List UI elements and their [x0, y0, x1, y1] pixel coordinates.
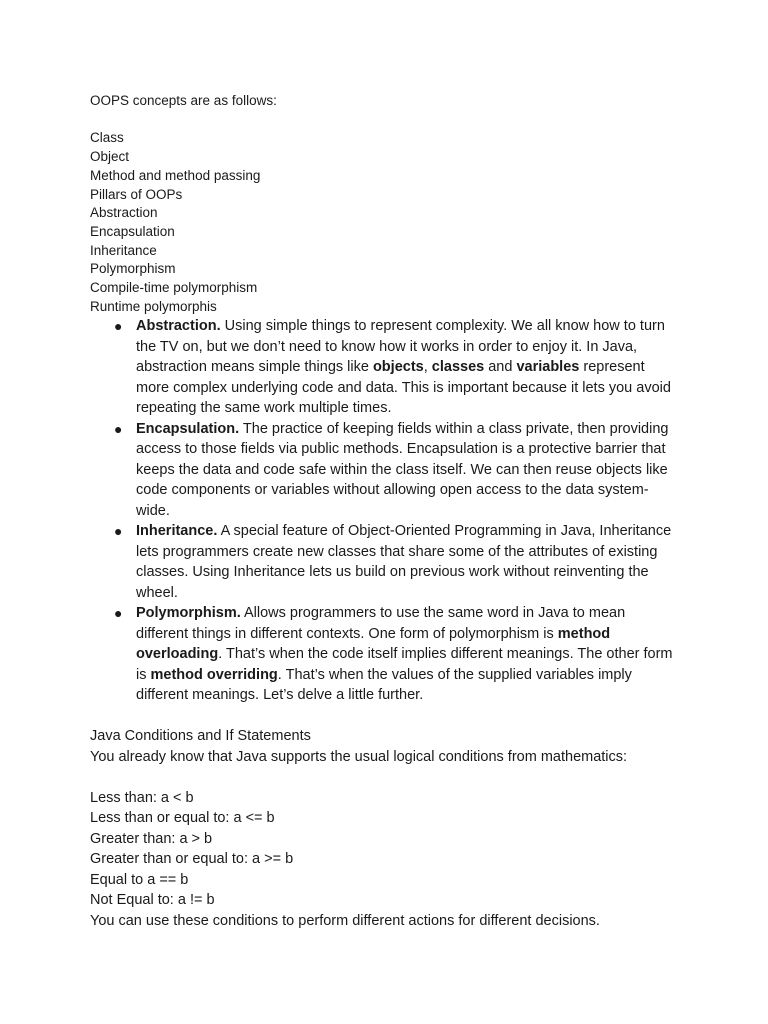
concept-item: Inheritance [90, 242, 157, 258]
bold-term: method overriding [150, 666, 278, 683]
concept-item: Method and method passing [90, 167, 261, 183]
bullet-text: and [484, 359, 517, 376]
bullet-dot-icon: ● [114, 318, 123, 335]
java-conditions-section [90, 726, 690, 767]
concept-item: Abstraction [90, 205, 158, 221]
concept-item: Object [90, 149, 130, 165]
bullet-text: represent more complex underlying code and data. This is important because it lets you avoid repeating the same work multiple times. [136, 359, 671, 417]
concept-item: Runtime polymorphis [90, 298, 217, 314]
document-page [90, 92, 690, 931]
condition-item: Less than or equal to: a <= b [90, 810, 275, 827]
condition-item: Greater than: a > b [90, 830, 213, 847]
concept-item: Pillars of OOPs [90, 186, 183, 202]
bullet-title: Encapsulation. [136, 420, 240, 437]
closing-text: You can use these conditions to perform different actions for different decisions. [90, 912, 600, 929]
section-heading: Java Conditions and If Statements [90, 728, 311, 745]
concept-item: Compile-time polymorphism [90, 280, 258, 296]
bullet-text: . That’s when the values of the supplied variables imply different meanings. Let’s delve a little further. [136, 666, 632, 704]
concept-item: Polymorphism [90, 261, 176, 277]
bullet-text: A special feature of Object-Oriented Programming in Java, Inheritance lets programmers create new classes that share some of the attributes of existing classes. Using Inheritance lets us build on previous work without reinventing the wheel. [136, 523, 672, 601]
conditions-list [90, 788, 690, 911]
bullet-polymorphism [114, 603, 681, 706]
bold-term: variables [516, 359, 580, 376]
section-intro: You already know that Java supports the usual logical conditions from mathematics: [90, 748, 628, 765]
condition-item: Greater than or equal to: a >= b [90, 851, 294, 868]
bold-term: classes [431, 359, 485, 376]
bullet-title: Inheritance. [136, 523, 218, 540]
condition-item: Equal to a == b [90, 871, 189, 888]
bullet-text: Using simple things to represent complexity. We all know how to turn the TV on, but we don’t need to know how it works in order to enjoy it. In Java, abstraction means simple things like [136, 318, 665, 376]
bullet-text: , [423, 359, 432, 376]
intro-text: OOPS concepts are as follows: [90, 93, 277, 108]
condition-item: Not Equal to: a != b [90, 892, 215, 909]
bullet-dot-icon: ● [114, 420, 123, 437]
concept-item: Encapsulation [90, 223, 175, 239]
concept-item: Class [90, 130, 124, 146]
bullet-text: The practice of keeping fields within a class private, then providing access to those fields via public methods. Encapsulation is a protective barrier that keeps the data and code safe within the class itself. We can then reuse objects like code components or variables without allowing open access to the data system-wide. [136, 420, 669, 519]
bullet-inheritance [114, 521, 681, 603]
bold-term: objects [372, 359, 424, 376]
bullet-encapsulation [114, 419, 681, 522]
concepts-list [90, 129, 690, 316]
bullet-text: . That’s when the code itself implies different meanings. The other form is [136, 646, 673, 683]
bold-term: method overloading [136, 625, 611, 663]
condition-item: Less than: a < b [90, 789, 194, 806]
bullet-text: Allows programmers to use the same word in Java to mean different things in different contexts. One form of polymorphism is [136, 605, 626, 642]
bullet-dot-icon: ● [114, 605, 123, 622]
bullet-dot-icon: ● [114, 523, 123, 540]
bullet-title: Abstraction. [136, 318, 221, 335]
bullet-abstraction [114, 316, 681, 419]
pillars-bullet-list [90, 316, 681, 706]
bullet-title: Polymorphism. [136, 605, 241, 622]
